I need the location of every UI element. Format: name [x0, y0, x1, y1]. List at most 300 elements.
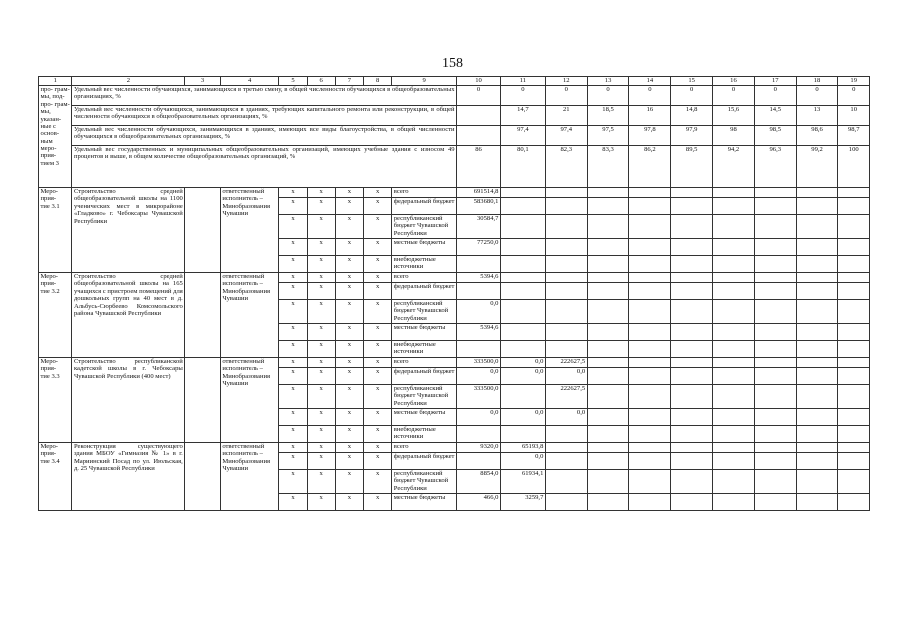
indicator-value: 18,5 [587, 106, 629, 126]
funding-value [500, 324, 545, 341]
funding-source: всего [392, 443, 457, 453]
funding-value [500, 239, 545, 256]
indicator-value: 21 [545, 106, 587, 126]
column-number: 12 [545, 77, 587, 86]
funding-value [587, 188, 629, 198]
funding-value [796, 409, 838, 426]
measure-col3 [185, 273, 221, 358]
funding-value [587, 300, 629, 324]
indicator-value: 86,2 [629, 146, 671, 188]
funding-source: республиканский бюджет Чувашской Республики [392, 300, 457, 324]
funding-value [671, 358, 713, 368]
x-mark: х [335, 453, 363, 470]
funding-value [796, 256, 838, 273]
funding-value [796, 324, 838, 341]
funding-value [629, 470, 671, 494]
funding-value [838, 443, 870, 453]
funding-source: федеральный бюджет [392, 368, 457, 385]
measure-col3 [185, 188, 221, 273]
measure-name: Строительство средней общеобразовательной школы на 1100 ученических мест в микрорайоне «Гладково» г. Чебоксары Чувашской Республики [72, 188, 185, 273]
funding-value [754, 215, 796, 239]
funding-value [838, 368, 870, 385]
indicator-text: Удельный вес численности обучающихся, занимающихся в зданиях, требующих капитального ремонта или реконструкции, в общей численности обучающихся в общеобразовательных организациях, % [72, 106, 457, 126]
funding-value [587, 443, 629, 453]
funding-value [754, 426, 796, 443]
funding-value [713, 341, 755, 358]
funding-value [754, 239, 796, 256]
program-table [38, 76, 870, 511]
indicator-value: 82,3 [545, 146, 587, 188]
column-number: 11 [500, 77, 545, 86]
funding-value [629, 239, 671, 256]
funding-value [545, 273, 587, 283]
x-mark: х [335, 358, 363, 368]
funding-value [838, 470, 870, 494]
funding-value [629, 256, 671, 273]
funding-value: 333500,0 [457, 358, 501, 368]
x-mark: х [335, 188, 363, 198]
indicator-row [39, 86, 870, 106]
column-number: 18 [796, 77, 838, 86]
funding-value [629, 368, 671, 385]
funding-value [671, 256, 713, 273]
x-mark: х [279, 368, 307, 385]
x-mark: х [364, 385, 392, 409]
x-mark: х [279, 215, 307, 239]
x-mark: х [307, 358, 335, 368]
column-number: 9 [392, 77, 457, 86]
funding-value [671, 341, 713, 358]
x-mark: х [364, 426, 392, 443]
column-number: 14 [629, 77, 671, 86]
indicator-value: 0 [587, 86, 629, 106]
x-mark: х [364, 470, 392, 494]
x-mark: х [279, 385, 307, 409]
funding-row [39, 358, 870, 368]
funding-value [713, 494, 755, 511]
x-mark: х [307, 341, 335, 358]
indicator-text: Удельный вес численности обучающихся, занимающихся в третью смену, в общей численности обучающихся в общеобразовательных организациях, % [72, 86, 457, 106]
measure-name: Строительство средней общеобразовательной школы на 165 учащихся с пристроем помещений для дошкольных групп на 40 мест в д. Альбусь-Сюрбеево Комсомольского района Чувашской Республики [72, 273, 185, 358]
funding-value [587, 409, 629, 426]
funding-value: 9320,0 [457, 443, 501, 453]
funding-source: федеральный бюджет [392, 198, 457, 215]
funding-value: 333500,0 [457, 385, 501, 409]
funding-source: местные бюджеты [392, 494, 457, 511]
funding-value [629, 426, 671, 443]
funding-value [671, 188, 713, 198]
funding-value [671, 494, 713, 511]
funding-value [587, 273, 629, 283]
x-mark: х [335, 470, 363, 494]
indicator-row [39, 106, 870, 126]
funding-source: местные бюджеты [392, 409, 457, 426]
funding-value [713, 358, 755, 368]
header-row [39, 77, 870, 86]
indicator-value: 0 [838, 86, 870, 106]
funding-value [671, 273, 713, 283]
funding-value [713, 239, 755, 256]
funding-value [671, 368, 713, 385]
funding-value [629, 385, 671, 409]
funding-value [671, 443, 713, 453]
funding-value [587, 215, 629, 239]
funding-value [587, 385, 629, 409]
funding-source: внебюджетные источники [392, 426, 457, 443]
indicator-value: 97,5 [587, 126, 629, 146]
funding-value [796, 443, 838, 453]
x-mark: х [279, 358, 307, 368]
indicator-value: 97,9 [671, 126, 713, 146]
x-mark: х [335, 283, 363, 300]
funding-value [671, 385, 713, 409]
funding-value [500, 300, 545, 324]
funding-value [457, 256, 501, 273]
x-mark: х [364, 358, 392, 368]
funding-value [713, 426, 755, 443]
x-mark: х [335, 324, 363, 341]
funding-value [587, 368, 629, 385]
indicator-value: 99,2 [796, 146, 838, 188]
indicator-value: 0 [671, 86, 713, 106]
funding-value [671, 300, 713, 324]
funding-value [713, 443, 755, 453]
x-mark: х [307, 443, 335, 453]
indicator-value: 98,5 [754, 126, 796, 146]
indicator-value: 16 [629, 106, 671, 126]
indicator-value: 14,8 [671, 106, 713, 126]
funding-value [545, 443, 587, 453]
funding-value: 5394,6 [457, 273, 501, 283]
x-mark: х [364, 453, 392, 470]
funding-value [754, 470, 796, 494]
x-mark: х [335, 215, 363, 239]
funding-value [500, 188, 545, 198]
funding-value [754, 188, 796, 198]
funding-value [545, 453, 587, 470]
funding-value [671, 453, 713, 470]
funding-value [587, 426, 629, 443]
x-mark: х [364, 494, 392, 511]
column-number: 15 [671, 77, 713, 86]
funding-value [838, 273, 870, 283]
funding-value [754, 273, 796, 283]
x-mark: х [364, 341, 392, 358]
funding-value [713, 188, 755, 198]
funding-source: внебюджетные источники [392, 341, 457, 358]
funding-source: республиканский бюджет Чувашской Республики [392, 215, 457, 239]
funding-value [796, 198, 838, 215]
funding-value [796, 300, 838, 324]
measure-label: Меро- прия- тие 3.2 [39, 273, 72, 358]
measure-col3 [185, 358, 221, 443]
funding-value [713, 385, 755, 409]
x-mark: х [279, 239, 307, 256]
indicator-value: 86 [457, 146, 501, 188]
funding-value [754, 453, 796, 470]
x-mark: х [279, 256, 307, 273]
indicator-value: 97,4 [500, 126, 545, 146]
indicator-value: 0 [457, 86, 501, 106]
indicator-value [457, 126, 501, 146]
measure-name: Строительство республиканской кадетской школы в г. Чебоксары Чувашской Республики (400 мест) [72, 358, 185, 443]
funding-row [39, 443, 870, 453]
funding-source: республиканский бюджет Чувашской Республики [392, 470, 457, 494]
funding-value: 466,0 [457, 494, 501, 511]
x-mark: х [335, 341, 363, 358]
funding-value [754, 385, 796, 409]
funding-value [713, 215, 755, 239]
x-mark: х [307, 453, 335, 470]
x-mark: х [307, 494, 335, 511]
indicator-value: 0 [796, 86, 838, 106]
funding-value [587, 198, 629, 215]
funding-value [545, 283, 587, 300]
funding-value [629, 324, 671, 341]
funding-value [545, 426, 587, 443]
x-mark: х [307, 426, 335, 443]
funding-value [671, 239, 713, 256]
funding-value: 0,0 [457, 300, 501, 324]
funding-value [545, 256, 587, 273]
measure-executor: ответственный исполнитель – Минобразования Чувашии [220, 188, 279, 273]
x-mark: х [364, 188, 392, 198]
funding-value [671, 198, 713, 215]
funding-value [796, 470, 838, 494]
funding-source: местные бюджеты [392, 324, 457, 341]
funding-source: федеральный бюджет [392, 453, 457, 470]
funding-row [39, 273, 870, 283]
funding-value [754, 300, 796, 324]
x-mark: х [335, 494, 363, 511]
measure-col3 [185, 443, 221, 511]
x-mark: х [307, 283, 335, 300]
funding-value [713, 453, 755, 470]
funding-value [796, 426, 838, 443]
funding-value [629, 443, 671, 453]
funding-value [629, 358, 671, 368]
indicator-value: 14,7 [500, 106, 545, 126]
funding-value [629, 188, 671, 198]
x-mark: х [335, 300, 363, 324]
funding-source: всего [392, 358, 457, 368]
funding-value [838, 409, 870, 426]
funding-value [671, 215, 713, 239]
x-mark: х [307, 300, 335, 324]
column-number: 2 [72, 77, 185, 86]
column-number: 13 [587, 77, 629, 86]
funding-value [838, 283, 870, 300]
measure-name: Реконструкция существующего здания МБОУ «Гимназия № 1» в г. Мариинский Посад по ул. Июльская, д. 25 Чувашской Республики [72, 443, 185, 511]
funding-value [545, 341, 587, 358]
funding-value [754, 341, 796, 358]
indicator-value: 94,2 [713, 146, 755, 188]
measure-executor: ответственный исполнитель – Минобразования Чувашии [220, 273, 279, 358]
x-mark: х [335, 256, 363, 273]
indicator-value: 14,5 [754, 106, 796, 126]
funding-value: 0,0 [500, 368, 545, 385]
funding-value: 222627,5 [545, 385, 587, 409]
funding-value [629, 409, 671, 426]
funding-source: внебюджетные источники [392, 256, 457, 273]
indicator-value: 13 [796, 106, 838, 126]
funding-value [500, 256, 545, 273]
funding-value: 8854,0 [457, 470, 501, 494]
funding-value [713, 409, 755, 426]
funding-value [754, 409, 796, 426]
funding-value [671, 324, 713, 341]
funding-value [796, 341, 838, 358]
funding-value [796, 273, 838, 283]
funding-value [457, 341, 501, 358]
column-number: 4 [220, 77, 279, 86]
funding-value: 5394,6 [457, 324, 501, 341]
funding-value: 77250,0 [457, 239, 501, 256]
funding-value [587, 283, 629, 300]
x-mark: х [279, 494, 307, 511]
indicator-value: 15,6 [713, 106, 755, 126]
funding-value [671, 409, 713, 426]
indicator-value: 0 [500, 86, 545, 106]
funding-value [713, 324, 755, 341]
funding-value [457, 426, 501, 443]
x-mark: х [335, 239, 363, 256]
funding-value [587, 494, 629, 511]
x-mark: х [364, 283, 392, 300]
funding-source: республиканский бюджет Чувашской Республики [392, 385, 457, 409]
funding-value [713, 256, 755, 273]
x-mark: х [364, 324, 392, 341]
funding-value [500, 426, 545, 443]
funding-value [629, 341, 671, 358]
funding-source: всего [392, 188, 457, 198]
x-mark: х [335, 368, 363, 385]
funding-value [838, 256, 870, 273]
funding-value: 0,0 [500, 358, 545, 368]
x-mark: х [307, 470, 335, 494]
funding-value [545, 198, 587, 215]
funding-value [838, 426, 870, 443]
funding-value [796, 453, 838, 470]
x-mark: х [307, 256, 335, 273]
funding-source: федеральный бюджет [392, 283, 457, 300]
funding-value [838, 358, 870, 368]
x-mark: х [364, 368, 392, 385]
indicator-text: Удельный вес численности обучающихся, занимающихся в зданиях, имеющих все виды благоустройства, в общей численности обучающихся в общеобразовательных организациях, % [72, 126, 457, 146]
funding-value [796, 283, 838, 300]
funding-value [754, 358, 796, 368]
funding-value [838, 215, 870, 239]
indicator-value: 97,4 [545, 126, 587, 146]
program-label: про- грам- мы, под- про- грам- мы, указан- ные с основ- ным меро- прия- тием 3 [39, 86, 72, 188]
funding-value [754, 443, 796, 453]
funding-value [545, 324, 587, 341]
indicator-row [39, 126, 870, 146]
column-number: 17 [754, 77, 796, 86]
x-mark: х [279, 283, 307, 300]
funding-value: 583680,1 [457, 198, 501, 215]
x-mark: х [335, 443, 363, 453]
funding-value: 0,0 [545, 409, 587, 426]
funding-value [587, 341, 629, 358]
x-mark: х [335, 426, 363, 443]
funding-value [500, 385, 545, 409]
funding-value [838, 341, 870, 358]
funding-value: 30584,7 [457, 215, 501, 239]
funding-value [713, 368, 755, 385]
funding-value [713, 283, 755, 300]
page-number: 158 [442, 56, 463, 71]
measure-executor: ответственный исполнитель – Минобразования Чувашии [220, 358, 279, 443]
funding-value [796, 385, 838, 409]
funding-value [545, 188, 587, 198]
funding-value: 3259,7 [500, 494, 545, 511]
funding-value [545, 494, 587, 511]
indicator-value: 0 [545, 86, 587, 106]
funding-value [713, 273, 755, 283]
funding-value [587, 470, 629, 494]
x-mark: х [335, 385, 363, 409]
x-mark: х [307, 239, 335, 256]
funding-value [629, 273, 671, 283]
funding-value [629, 283, 671, 300]
funding-value [545, 470, 587, 494]
x-mark: х [279, 470, 307, 494]
funding-value [545, 300, 587, 324]
indicator-value: 0 [713, 86, 755, 106]
x-mark: х [307, 409, 335, 426]
funding-value [838, 239, 870, 256]
funding-value [796, 368, 838, 385]
funding-value: 691514,8 [457, 188, 501, 198]
funding-value [629, 453, 671, 470]
funding-value [457, 283, 501, 300]
x-mark: х [279, 453, 307, 470]
funding-value [754, 494, 796, 511]
x-mark: х [364, 443, 392, 453]
funding-value [587, 324, 629, 341]
measure-label: Меро- прия- тие 3.3 [39, 358, 72, 443]
x-mark: х [307, 215, 335, 239]
funding-value [671, 470, 713, 494]
funding-value [629, 198, 671, 215]
funding-value [796, 188, 838, 198]
column-number: 6 [307, 77, 335, 86]
funding-value [545, 239, 587, 256]
indicator-row [39, 146, 870, 188]
x-mark: х [279, 198, 307, 215]
indicator-value: 98,6 [796, 126, 838, 146]
indicator-value: 80,1 [500, 146, 545, 188]
x-mark: х [279, 426, 307, 443]
x-mark: х [364, 273, 392, 283]
funding-value [838, 300, 870, 324]
funding-value: 222627,5 [545, 358, 587, 368]
x-mark: х [279, 409, 307, 426]
funding-value: 0,0 [500, 453, 545, 470]
x-mark: х [307, 188, 335, 198]
funding-value [838, 198, 870, 215]
x-mark: х [364, 215, 392, 239]
x-mark: х [279, 273, 307, 283]
measure-label: Меро- прия- тие 3.4 [39, 443, 72, 511]
funding-value: 61934,1 [500, 470, 545, 494]
funding-value [754, 198, 796, 215]
indicator-value: 89,5 [671, 146, 713, 188]
funding-source: местные бюджеты [392, 239, 457, 256]
funding-value: 0,0 [545, 368, 587, 385]
funding-value: 0,0 [500, 409, 545, 426]
